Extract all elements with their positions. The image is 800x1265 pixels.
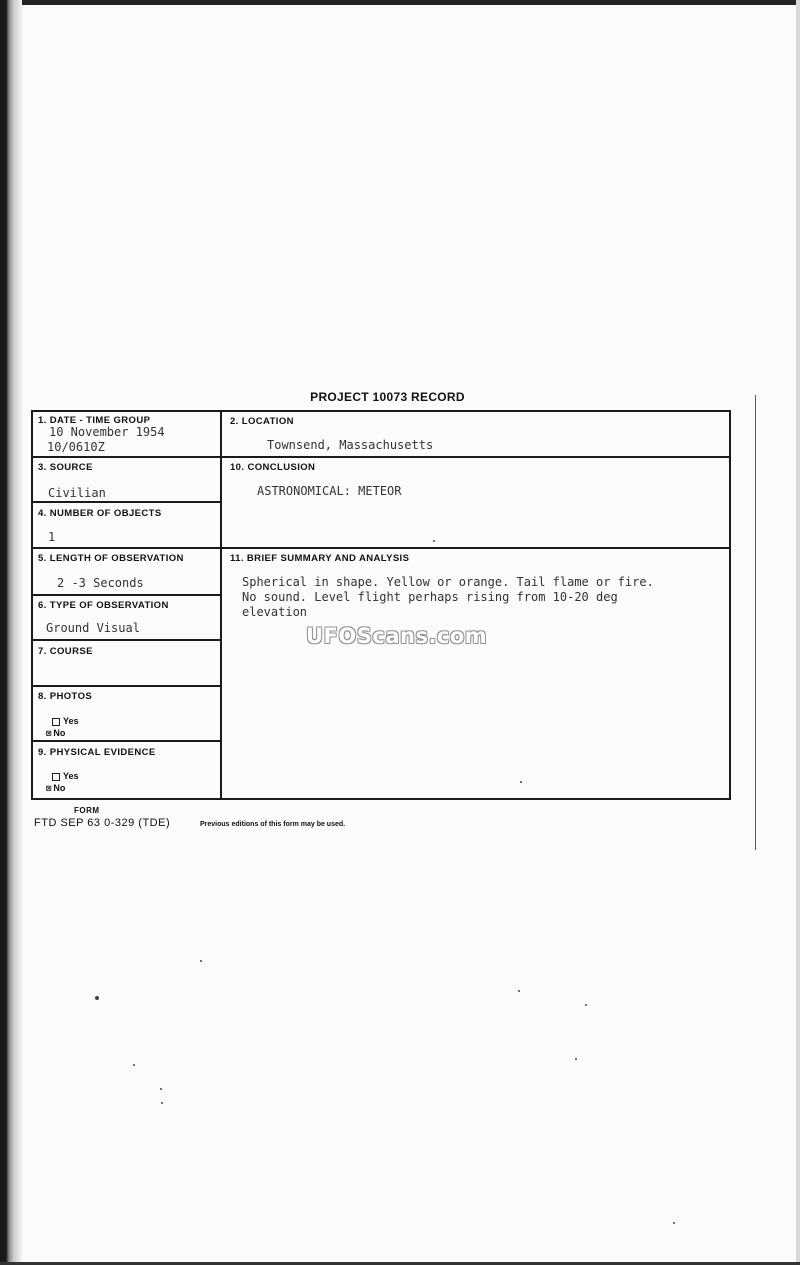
scan-right-edge: [796, 0, 800, 1265]
form-title: PROJECT 10073 RECORD: [310, 390, 465, 404]
row-divider: [31, 547, 731, 549]
form-word: FORM: [74, 806, 100, 815]
scan-top-edge: [0, 0, 800, 5]
location-label: 2. LOCATION: [230, 416, 294, 427]
evidence-yes-label: Yes: [63, 771, 79, 781]
type-of-observation-value: Ground Visual: [46, 621, 140, 635]
photos-label: 8. PHOTOS: [38, 691, 93, 702]
photos-yes-label: Yes: [63, 716, 79, 726]
evidence-no-label: No: [53, 783, 66, 793]
location-value: Townsend, Massachusetts: [267, 438, 434, 452]
scan-speck: [160, 1088, 162, 1090]
scan-speck: [200, 960, 202, 962]
number-of-objects-label: 4. NUMBER OF OBJECTS: [38, 508, 162, 519]
length-of-observation-value: 2 -3 Seconds: [57, 576, 144, 590]
checkbox-empty-icon: [52, 773, 60, 781]
date-value: 10 November 1954: [49, 425, 165, 439]
source-label: 3. SOURCE: [38, 462, 93, 473]
conclusion-label: 10. CONCLUSION: [230, 462, 316, 473]
evidence-no-option[interactable]: [46, 783, 65, 794]
checkbox-checked-icon: ⊠: [46, 728, 52, 739]
watermark: UFOScans.com: [306, 624, 488, 648]
scan-speck: [575, 1058, 577, 1060]
photos-yes-option[interactable]: [52, 716, 79, 726]
summary-line-1: Spherical in shape. Yellow or orange. Tail flame or fire.: [242, 575, 654, 589]
summary-line-2: No sound. Level flight perhaps rising from 10-20 deg: [242, 590, 618, 604]
length-of-observation-label: 5. LENGTH OF OBSERVATION: [38, 553, 184, 564]
row-divider: [31, 501, 221, 503]
date-time-group-label: 1. DATE - TIME GROUP: [38, 415, 151, 426]
scan-speck: [585, 1004, 587, 1006]
form-code: FTD SEP 63 0-329 (TDE): [34, 817, 171, 829]
scan-speck: [518, 990, 520, 992]
row-divider: [31, 685, 221, 687]
row-divider: [31, 740, 221, 742]
checkbox-checked-icon: ⊠: [46, 783, 52, 794]
row-divider: [31, 594, 221, 596]
conclusion-value: ASTRONOMICAL: METEOR: [257, 484, 402, 498]
summary-label: 11. BRIEF SUMMARY AND ANALYSIS: [230, 553, 410, 564]
type-of-observation-label: 6. TYPE OF OBSERVATION: [38, 600, 169, 611]
summary-line-3: elevation: [242, 605, 308, 619]
scan-left-edge: [0, 0, 22, 1265]
scan-speck: [95, 996, 99, 1000]
scan-speck: [673, 1222, 675, 1224]
row-divider: [31, 456, 731, 458]
photos-no-option[interactable]: [46, 728, 65, 739]
source-value: Civilian: [48, 486, 106, 500]
photos-no-label: No: [53, 728, 66, 738]
checkbox-empty-icon: [52, 718, 60, 726]
physical-evidence-label: 9. PHYSICAL EVIDENCE: [38, 747, 156, 758]
scan-speck: [161, 1102, 163, 1104]
time-value: 10/0610Z: [47, 440, 105, 454]
evidence-yes-option[interactable]: [52, 771, 79, 781]
scan-speck: [520, 781, 522, 783]
row-divider: [31, 639, 221, 641]
form-note: Previous editions of this form may be used.: [200, 821, 346, 828]
number-of-objects-value: 1: [48, 530, 56, 544]
scan-speck: [433, 540, 435, 542]
course-label: 7. COURSE: [38, 646, 93, 657]
scan-speck: [133, 1064, 135, 1066]
scan-margin-line: [755, 395, 756, 850]
